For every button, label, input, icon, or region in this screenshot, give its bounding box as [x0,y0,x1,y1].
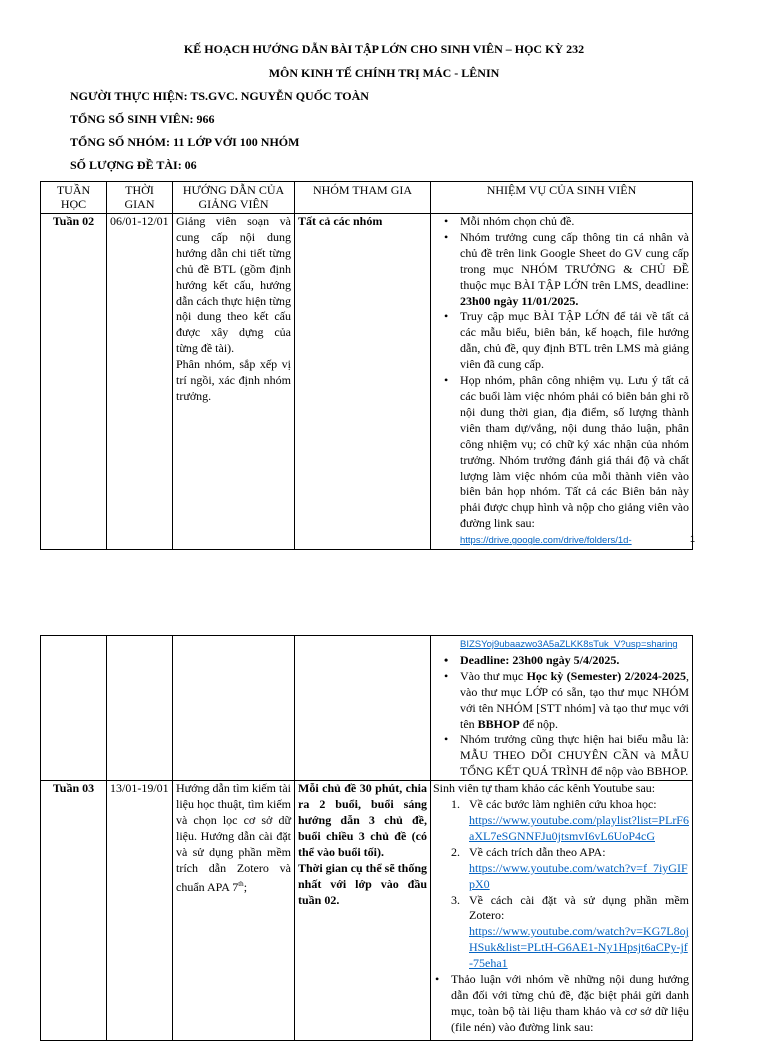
list-item [460,230,689,310]
week03-guide: Hướng dẫn tìm kiếm tài liệu học thuật, tìm kiếm và chọn lọc cơ sở dữ liệu. Hướng dẫn cài đặt và sử dụng phần mềm trích dẫn Zotero và chuẩn APA 7th; [173,781,295,1041]
total-groups-line: TỔNG SỐ NHÓM: 11 LỚP VỚI 100 NHÓM [70,135,300,149]
list-item [460,373,689,549]
header-time: THỜI GIAN [107,182,173,214]
task2-text: Nhóm trưởng cung cấp thông tin cá nhân và chủ đề trên link Google Sheet do GV cung cấp trong mục NHÓM TRƯỞNG & CHỦ ĐỀ thuộc mục BÀI TẬP LỚN trên LMS, deadline: [460,229,689,292]
week02-guide-p1: Giảng viên soạn và cung cấp nội dung hướng dẫn chi tiết từng chủ đề BTL (gồm định hướng kết cấu, hướng dẫn cách thực hiện từng nội dung theo kết cấu được xây dựng của từng đề tài). [176,214,291,356]
table-header-row [41,182,693,214]
week03-groups-p2: Thời gian cụ thể sẽ thống nhất với lớp vào đầu tuần 02. [298,860,427,907]
week03-week: Tuần 03 [41,781,107,1041]
task4-text: Họp nhóm, phân công nhiệm vụ. Lưu ý tất cả các buổi làm việc nhóm phải có biên bản ghi rõ nội dung thời gian, địa điểm, số lượng thành viên tham dự/vắng, nội dung thảo luận, phân công nhiệm vụ; có chữ ký xác nhận của nhóm trưởng. Nhóm trưởng đánh giá thái độ và chất lượng làm việc nhóm của mỗi thành viên vào biên bản họp nhóm. Tất cả các Biên bản này phải được chụp hình và nộp cho giảng viên vào đường link sau: [460,373,689,531]
header-guide: HƯỚNG DẪN CỦA GIẢNG VIÊN [173,182,295,214]
week02-task-list-continued [434,653,689,780]
list-item: • Mỗi nhóm chọn chủ đề. [460,214,689,230]
week02-tasks [431,214,696,550]
list-item: • Thảo luận với nhóm về những nội dung hướng dẫn đối với từng chủ đề, đặc biệt phải gửi danh mục, toàn bộ tài liệu tham khảo và cơ sở dữ liệu (file nén) vào đường link sau: [451,972,689,1036]
youtube-link-apa[interactable]: https://www.youtube.com/watch?v=f_7iyGIFpX0 [469,860,688,891]
drive-link-part2[interactable]: BIZSYoj9ubaazwo3A5aZLKK8sTuk_V?usp=sharing [460,639,678,650]
topic-count-line: SỐ LƯỢNG ĐỀ TÀI: 06 [70,158,197,172]
list-item: 3. Về cách cài đặt và sử dụng phần mềm Zotero: https://www.youtube.com/watch?v=KG7L8ojHSuk&list=PLtH-G6AE1-Ny1Hpsjt6aCPy-jf-75eha1 [451,892,689,971]
week02-task-list [434,214,689,549]
youtube-link-zotero[interactable]: https://www.youtube.com/watch?v=KG7L8ojHSuk&list=PLtH-G6AE1-Ny1Hpsjt6aCPy-jf-75eha1 [469,924,689,971]
list-item: • Deadline: 23h00 ngày 5/4/2025. [460,653,689,669]
week02-tasks-continued [431,636,693,781]
table-row-week03 [41,781,693,1041]
week03-time: 13/01-19/01 [107,781,173,1041]
plan-table-page2 [40,635,693,1041]
drive-link-part1[interactable]: https://drive.google.com/drive/folders/1d- [460,535,632,547]
list-item: 2. Về cách trích dẫn theo APA: https://www.youtube.com/watch?v=f_7iyGIFpX0 [451,844,688,891]
week02-guide [173,214,295,550]
task2-deadline: 23h00 ngày 11/01/2025. [460,293,579,308]
total-students-line: TỔNG SỐ SINH VIÊN: 966 [70,112,215,126]
week03-intro: Sinh viên tự tham khảo các kênh Youtube sau: [433,781,656,796]
page-number: 1 [690,534,696,544]
list-item: • Nhóm trưởng cũng thực hiện hai biểu mẫu là: MẪU THEO DÕI CHUYÊN CẦN và MẪU TỔNG KẾT QUÁ TRÌNH để nộp vào BBHOP. [460,732,689,780]
week03-groups-p1: Mỗi chủ đề 30 phút, chia ra 2 buổi, buổi sáng hướng dẫn 3 chủ đề, buổi chiều 3 chủ đề (có thể vào buổi tối). [298,781,427,859]
table-row-week02-continued [41,636,693,781]
list-item: • Truy cập mục BÀI TẬP LỚN để tải về tất cả các mẫu biểu, biên bản, kế hoạch, file hướng dẫn, chủ đề, quy định BTL trên LMS mà giảng viên đã cung cấp. [460,309,689,373]
header-groups: NHÓM THAM GIA [295,182,431,214]
week02-guide-p2: Phân nhóm, sắp xếp vị trí ngồi, xác định nhóm trưởng. [176,357,291,403]
week02-time: 06/01-12/01 [107,214,173,550]
table-row-week02 [41,214,693,550]
youtube-list [433,797,689,972]
list-item: 1. Về các bước làm nghiên cứu khoa học: https://www.youtube.com/playlist?list=PLrF6aXL7eSGNNFJu0jtsmvI6vL6UoP4cG [451,797,689,843]
week02-week: Tuần 02 [41,214,107,550]
week03-groups [295,781,431,1041]
week02-groups: Tất cả các nhóm [295,214,431,550]
header-week: TUẦN HỌC [41,182,107,214]
subject-title: MÔN KINH TẾ CHÍNH TRỊ MÁC - LÊNIN [268,66,500,80]
plan-table-page1 [40,181,696,550]
document-title: KẾ HOẠCH HƯỚNG DẪN BÀI TẬP LỚN CHO SINH VIÊN – HỌC KỲ 232 [183,42,585,56]
performer-line: NGƯỜI THỰC HIỆN: TS.GVC. NGUYỄN QUỐC TOÀN [70,89,369,103]
week03-task-list [433,972,689,1036]
list-item: • Vào thư mục Học kỳ (Semester) 2/2024-2025, vào thư mục LỚP có sẵn, tạo thư mục NHÓM với tên NHÓM [STT nhóm] và tạo thư mục với tên BBHOP để nộp. [460,669,689,733]
week03-tasks [431,781,693,1041]
youtube-link-research[interactable]: https://www.youtube.com/playlist?list=PLrF6aXL7eSGNNFJu0jtsmvI6vL6UoP4cG [469,812,689,843]
header-tasks: NHIỆM VỤ CỦA SINH VIÊN [431,182,693,214]
